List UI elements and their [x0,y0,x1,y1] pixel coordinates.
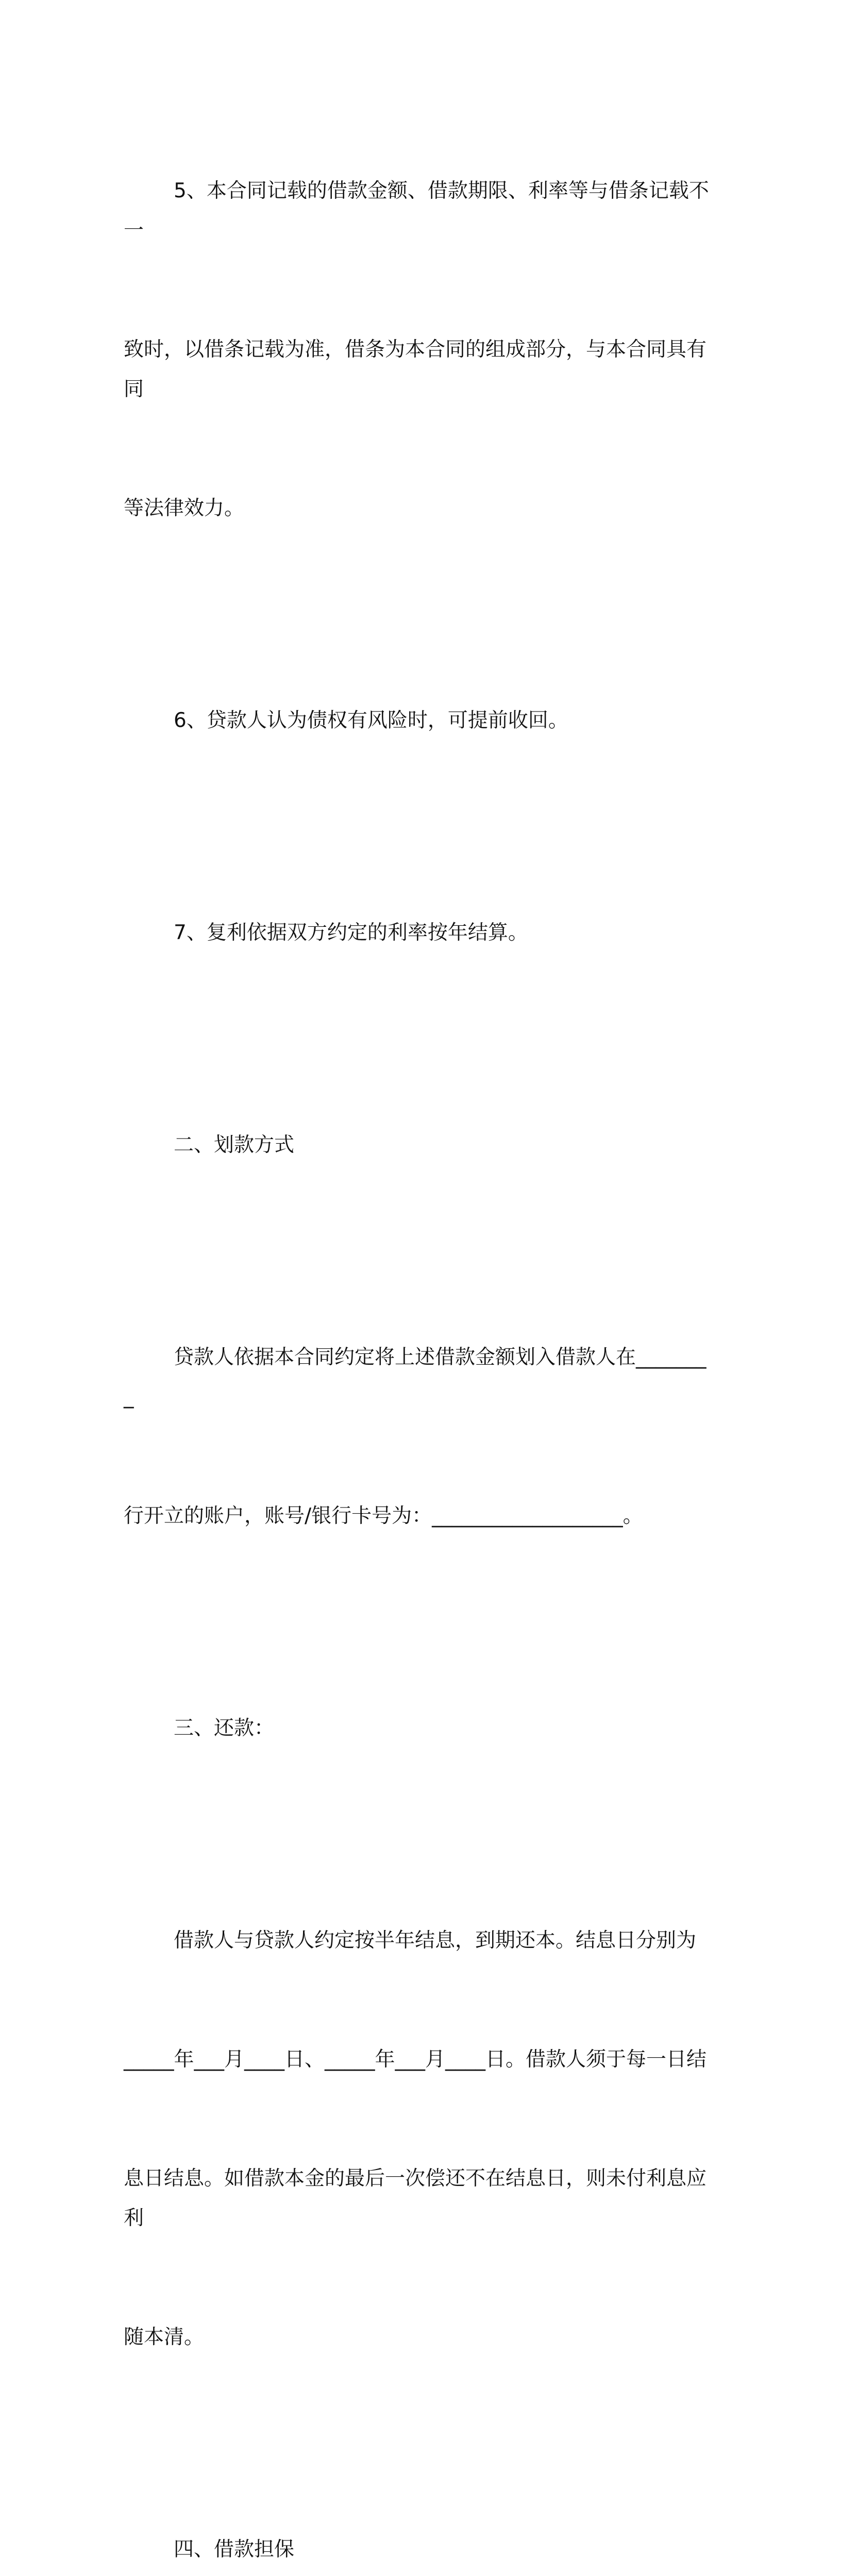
paragraph-repayment [124,1841,711,2436]
text-line: 5、本合同记载的借款金额、借款期限、利率等与借条记载不一 [124,179,709,242]
paragraph-transfer [124,1258,711,1615]
text-line: 行开立的账户，账号/银行卡号为：___________________。 [124,1504,643,1528]
section-heading-guarantee [124,2450,711,2576]
text-line: 借款人与贷款人约定按半年结息，到期还本。结息日分别为 [174,1929,697,1952]
paragraph-clause-7 [124,834,711,1032]
heading-text: 三、还款： [174,1717,275,1740]
text-line: 贷款人依据本合同约定将上述借款金额划入借款人在________ [124,1346,707,1409]
text-line: 息日结息。如借款本金的最后一次偿还不在结息日，则未付利息应利 [124,2167,707,2230]
text-line: 致时，以借条记载为准，借条为本合同的组成部分，与本合同具有同 [124,338,707,401]
document-body [124,92,711,2576]
section-heading-repayment [124,1629,711,1827]
section-heading-transfer [124,1046,711,1244]
text-line: 6、贷款人认为债权有风险时，可提前收回。 [174,709,568,732]
paragraph-clause-6 [124,621,711,820]
text-line: 随本清。 [124,2326,205,2349]
text-line: 7、复利依据双方约定的利率按年结算。 [174,921,528,944]
heading-text: 二、划款方式 [174,1133,295,1157]
text-line: 等法律效力。 [124,497,245,520]
heading-text: 四、借款担保 [174,2538,295,2561]
text-line: _____年___月____日、_____年___月____日。借款人须于每一日结 [124,2048,707,2071]
paragraph-clause-5 [124,92,711,607]
